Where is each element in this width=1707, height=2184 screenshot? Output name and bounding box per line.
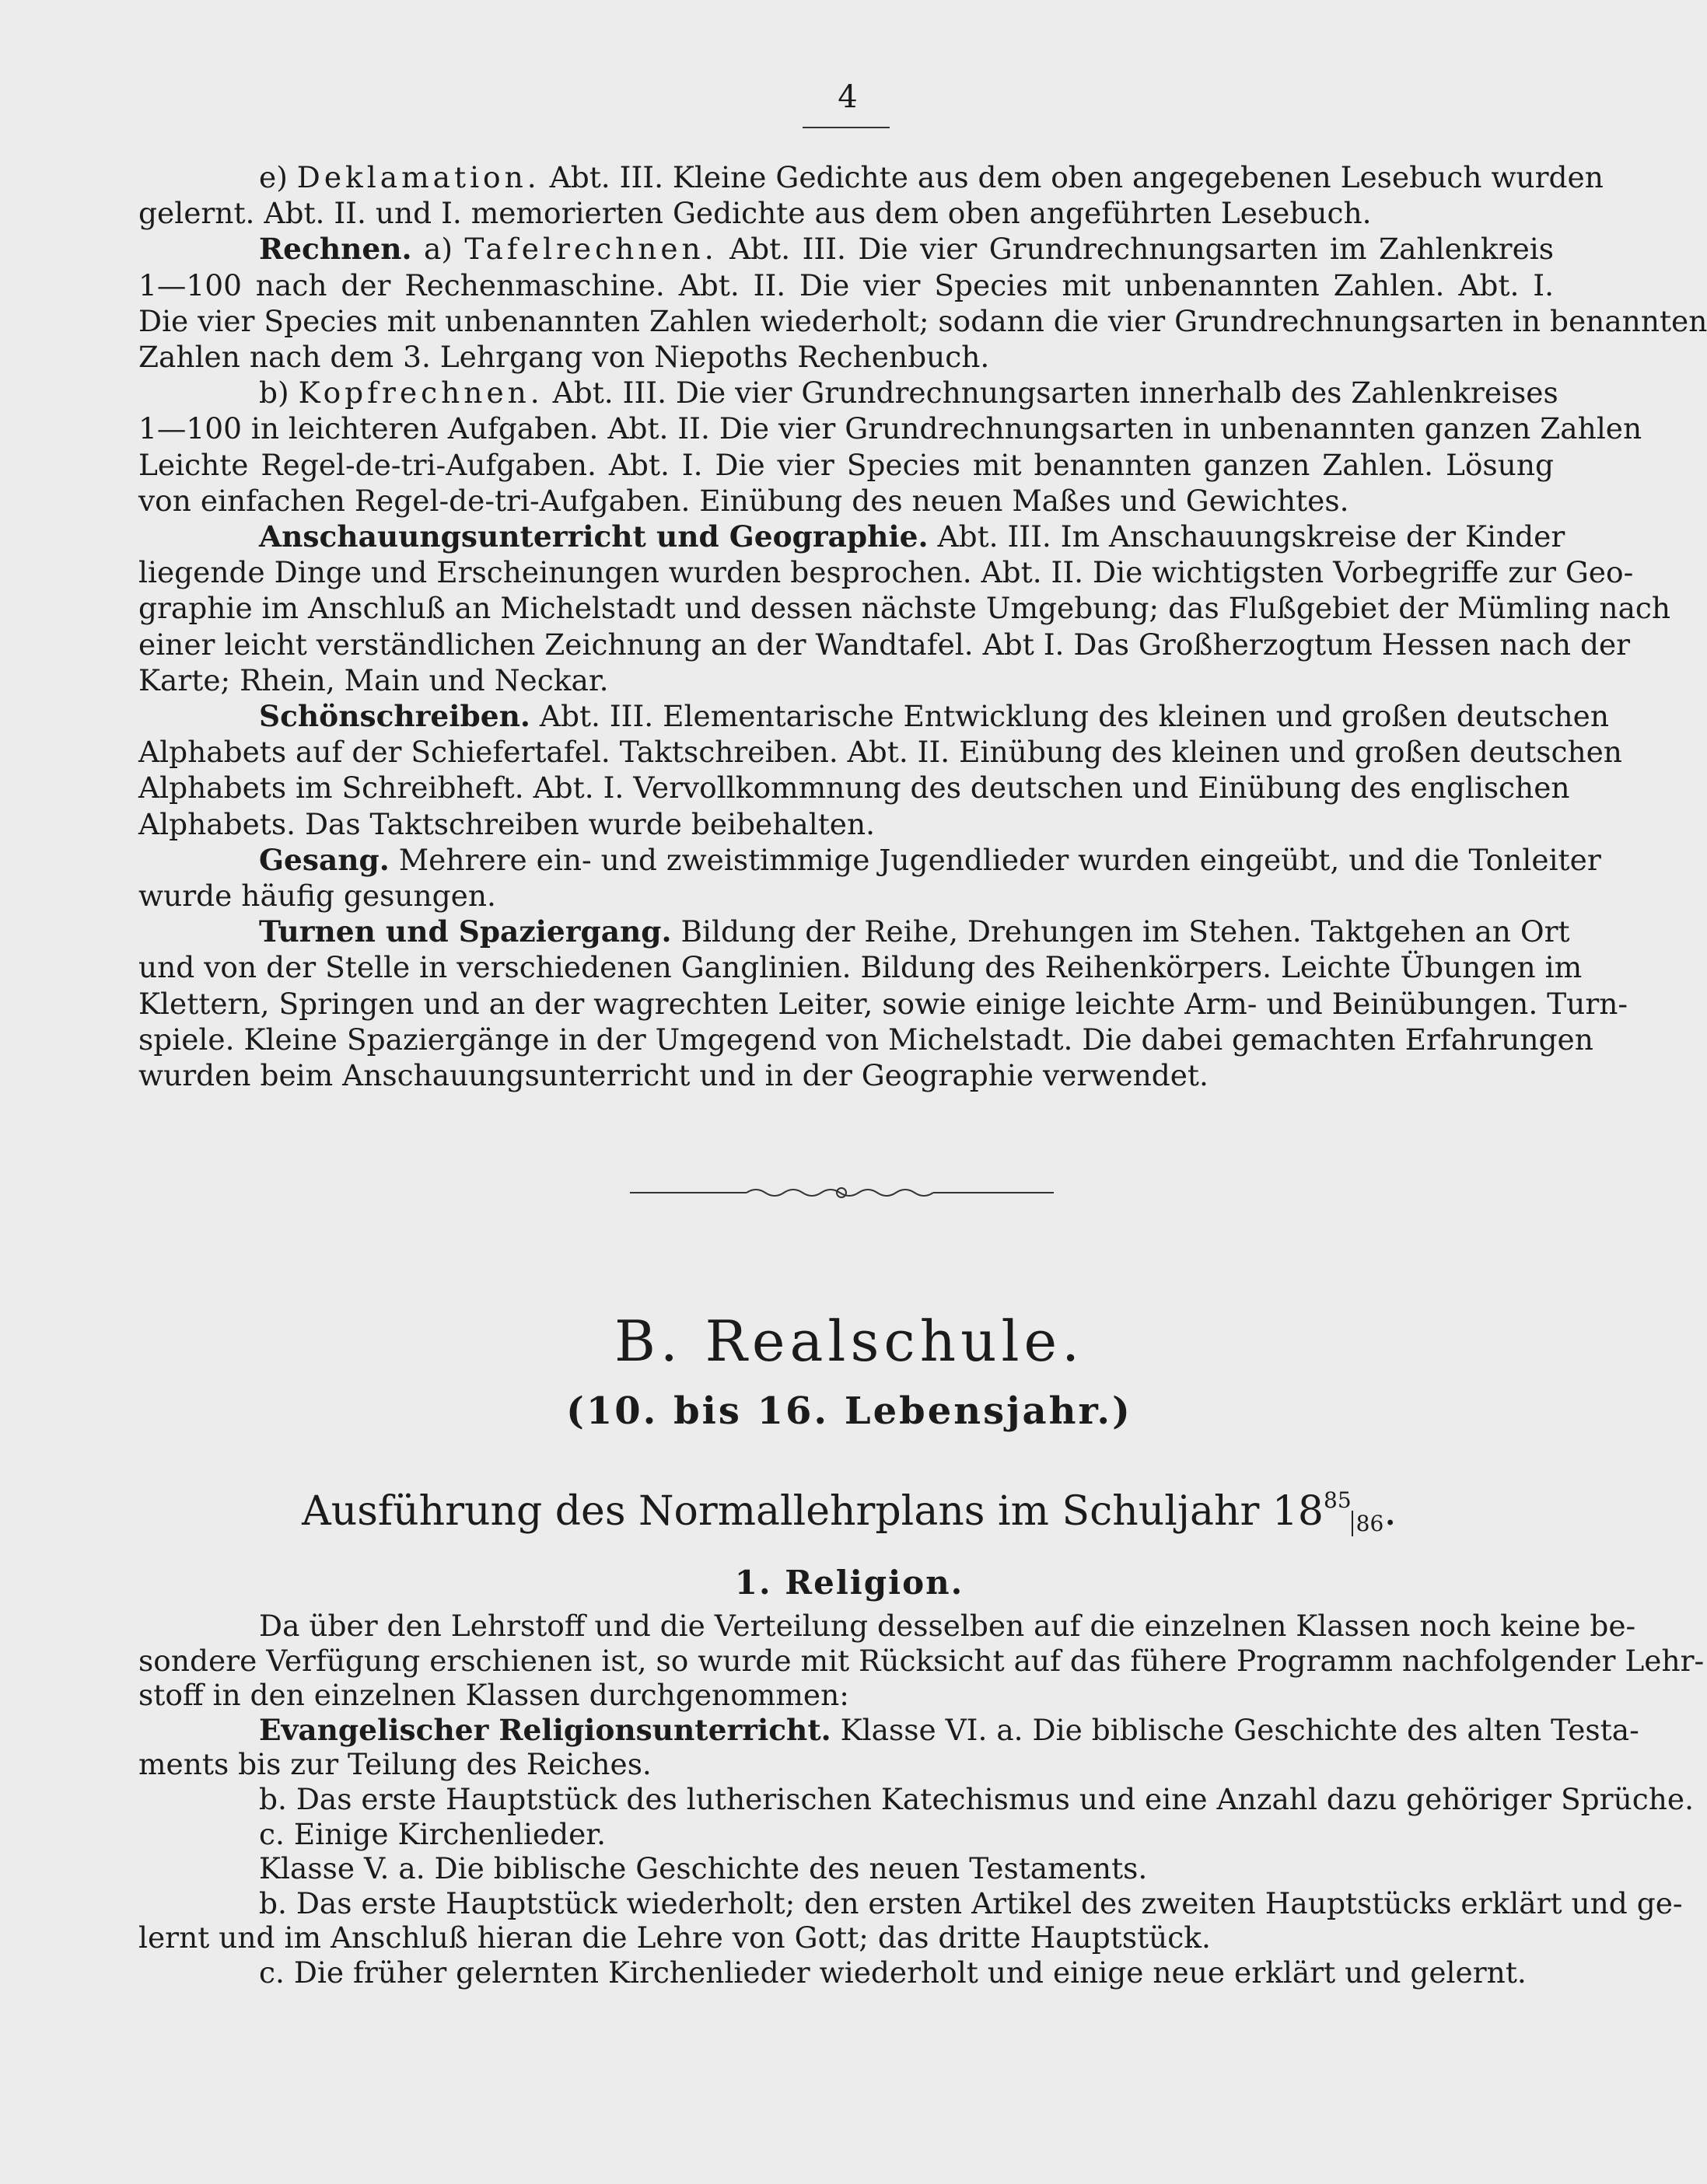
text-segment: Abt. III. Elementarische Entwicklung des kleinen und großen deutschen (530, 699, 1609, 733)
text-segment: e) (259, 160, 297, 194)
text-segment: Kopfrechnen. (298, 376, 544, 411)
page-number: 4 (838, 79, 858, 115)
text-segment: Klettern, Springen und an der wagrechten Leiter, sowie einige leichte Arm- und Beinübungen. Turn- (138, 986, 1628, 1021)
text-segment: Tafelrechnen. (464, 232, 718, 267)
text-line (138, 339, 1554, 375)
text-line (138, 554, 1634, 590)
text-segment: Mehrere ein- und zweistimmige Jugendlieder wurden eingeübt, und die Tonleiter (389, 842, 1601, 877)
ornament-divider (630, 1183, 1054, 1202)
text-segment: Bildung der Reihe, Drehungen im Stehen. Taktgehen an Ort (671, 914, 1570, 949)
text-line (138, 1643, 1705, 1679)
text-line (138, 734, 1622, 770)
text-segment: Abt. III. Die vier Grundrechnungsarten innerhalb des Zahlenkreises (543, 376, 1558, 411)
text-segment: Alphabets im Schreibheft. Abt. I. Vervollkommnung des deutschen und Einübung des englischen (138, 771, 1570, 805)
text-segment: Abt. III. Kleine Gedichte aus dem oben angegebenen Lesebuch wurden (540, 160, 1604, 194)
text-segment: c. Einige Kirchenlieder. (259, 1816, 607, 1851)
text-segment: und von der Stelle in verschiedenen Ganglinien. Bildung des Reihenkörpers. Leichte Übungen im (138, 950, 1583, 985)
text-segment: Deklamation. (296, 160, 540, 194)
year-subscript: 86 (1352, 1511, 1384, 1536)
text-line (259, 159, 1604, 195)
bold-heading: Turnen und Spaziergang. (259, 914, 672, 949)
text-line (138, 411, 1642, 446)
text-segment: Alphabets auf der Schiefertafel. Taktschreiben. Abt. II. Einübung des kleinen und großen deutschen (138, 735, 1622, 770)
text-segment: Abt. III. Im Anschauungskreise der Kinder (928, 519, 1565, 554)
text-line (259, 698, 1609, 734)
text-line (259, 1850, 1554, 1886)
text-line (138, 195, 1554, 231)
text-segment: Karte; Rhein, Main und Neckar. (138, 662, 609, 697)
bold-heading: Evangelischer Religionsunterricht. (259, 1712, 831, 1747)
text-segment: Abt. III. Die vier Grundrechnungsarten im Zahlenkreis (717, 232, 1555, 267)
text-segment: lernt und im Anschluß hieran die Lehre von Gott; das dritte Hauptstück. (138, 1920, 1211, 1955)
execution-heading-text: Ausführung des Normallehrplans im Schuljahr 18 (302, 1488, 1324, 1535)
text-segment: Klasse V. a. Die biblische Geschichte des neuen Testaments. (259, 1851, 1148, 1886)
text-line (259, 1885, 1683, 1921)
text-line (138, 267, 1554, 303)
text-line (138, 949, 1583, 985)
page-number-rule (803, 127, 890, 128)
text-segment: Klasse VI. a. Die biblische Geschichte des alten Testa- (831, 1712, 1639, 1747)
text-line (259, 1955, 1554, 1990)
text-line (138, 662, 1554, 698)
text-line (138, 1920, 1554, 1955)
text-line (138, 1746, 1554, 1782)
text-line (259, 1608, 1636, 1644)
text-segment: Da über den Lehrstoff und die Verteilung desselben auf die einzelnen Klassen noch keine be- (259, 1609, 1636, 1643)
text-segment: b. Das erste Hauptstück des lutherischen Katechismus und eine Anzahl dazu gehöriger Sprüche. (259, 1782, 1694, 1816)
text-line (138, 878, 1554, 914)
text-segment: 1—100 nach der Rechenmaschine. Abt. II. Die vier Species mit unbenannten Zahlen. Abt. I. (138, 267, 1554, 302)
bold-heading: Schönschreiben. (259, 699, 530, 733)
bold-heading: Anschauungsunterricht und Geographie. (259, 519, 929, 554)
text-line (259, 1816, 1554, 1852)
text-line (138, 1677, 1554, 1713)
bold-heading: Gesang. (259, 842, 390, 877)
text-line (138, 447, 1554, 483)
subsection-title: 1. Religion. (734, 1564, 964, 1602)
text-segment: spiele. Kleine Spaziergänge in der Umgegend von Michelstadt. Die dabei gemachten Erfahrungen (138, 1022, 1593, 1057)
year-superscript: 85 (1324, 1487, 1352, 1513)
text-line (259, 231, 1554, 267)
text-segment: stoff in den einzelnen Klassen durchgenommen: (138, 1678, 849, 1713)
text-segment: Leichte Regel-de-tri-Aufgaben. Abt. I. Die vier Species mit benannten ganzen Zahlen. Lösung (138, 447, 1554, 482)
text-segment: gelernt. Abt. II. und I. memorierten Gedichte aus dem oben angeführten Lesebuch. (138, 196, 1372, 231)
text-segment: ments bis zur Teilung des Reiches. (138, 1747, 652, 1782)
text-segment: Alphabets. Das Taktschreiben wurde beibehalten. (138, 806, 876, 841)
text-line (138, 590, 1671, 626)
text-line (138, 303, 1707, 339)
bold-heading: Rechnen. (259, 232, 412, 267)
text-line (138, 1022, 1593, 1057)
text-segment: wurde häufig gesungen. (138, 879, 496, 913)
text-line (259, 375, 1558, 411)
text-line (259, 1781, 1694, 1817)
text-line (138, 770, 1570, 805)
text-line (138, 986, 1628, 1022)
text-segment: wurden beim Anschauungsunterricht und in der Geographie verwendet. (138, 1058, 1209, 1092)
text-segment: b) (259, 376, 299, 411)
text-segment: von einfachen Regel-de-tri-Aufgaben. Einübung des neuen Maßes und Gewichtes. (138, 483, 1349, 518)
text-line (138, 806, 1554, 842)
text-segment: c. Die früher gelernten Kirchenlieder wiederholt und einige neue erklärt und gelernt. (259, 1955, 1527, 1990)
section-subtitle: (10. bis 16. Lebensjahr.) (566, 1389, 1132, 1433)
text-segment: einer leicht verständlichen Zeichnung an der Wandtafel. Abt I. Das Großherzogtum Hessen nach der (138, 627, 1631, 662)
execution-heading-suffix: . (1383, 1488, 1397, 1535)
section-title: B. Realschule. (614, 1309, 1084, 1374)
text-line (138, 1057, 1554, 1093)
text-segment: 1—100 in leichteren Aufgaben. Abt. II. Die vier Grundrechnungsarten in unbenannten ganzen Zahlen (138, 411, 1642, 446)
text-line (259, 519, 1565, 554)
text-line (138, 627, 1631, 662)
text-segment: Die vier Species mit unbenannten Zahlen wiederholt; sodann die vier Grundrechnungsarten in benannten (138, 303, 1707, 338)
text-segment: a) (411, 232, 465, 267)
text-line (259, 842, 1601, 878)
text-segment: b. Das erste Hauptstück wiederholt; den ersten Artikel des zweiten Hauptstücks erklärt und ge- (259, 1885, 1683, 1920)
text-segment: sondere Verfügung erschienen ist, so wurde mit Rücksicht auf das fühere Programm nachfolgender Lehr- (138, 1643, 1705, 1678)
text-segment: liegende Dinge und Erscheinungen wurden besprochen. Abt. II. Die wichtigsten Vorbegriffe zur Geo- (138, 555, 1634, 590)
text-segment: graphie im Anschluß an Michelstadt und dessen nächste Umgebung; das Flußgebiet der Mümling nach (138, 591, 1671, 626)
execution-heading (0, 1473, 1698, 1551)
text-line (259, 914, 1570, 949)
text-line (138, 483, 1554, 519)
text-line (259, 1712, 1639, 1748)
text-segment: Zahlen nach dem 3. Lehrgang von Niepoths Rechenbuch. (138, 340, 990, 374)
